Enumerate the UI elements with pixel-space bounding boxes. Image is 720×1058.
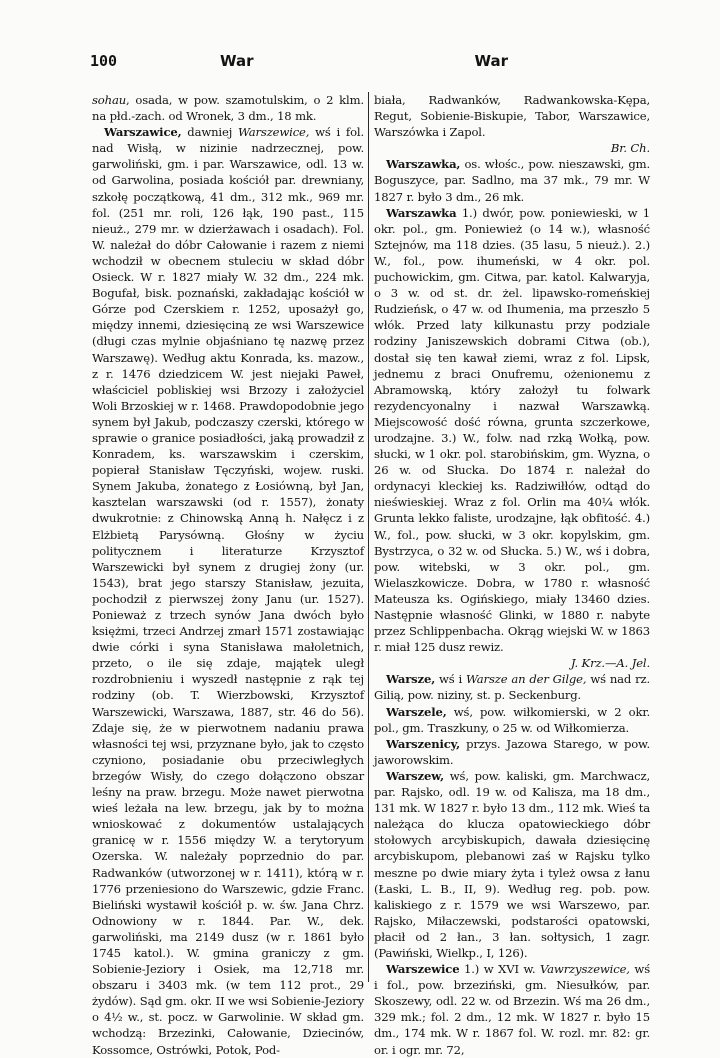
- left-running-head: War: [220, 52, 254, 70]
- entry-italic-name: Warsze an der Gilge,: [466, 672, 587, 687]
- author-signature: Br. Ch.: [610, 141, 650, 156]
- left-text-column: [92, 92, 364, 1057]
- entry-text: os. włośc., pow. nieszawski, gm. Boguszyce, par. Sadlno, ma 37 mk., 79 mr. W 1827 r. było 3 dm., 26 mk.: [374, 157, 650, 204]
- entry-headword: Warszenicy,: [386, 736, 461, 751]
- right-text-column: [374, 92, 651, 1057]
- entry-text: dawniej: [181, 125, 238, 140]
- entry-paragraph: [92, 92, 364, 124]
- entry-text: 1.) dwór, pow. poniewieski, w 1 okr. pol., gm. Poniewież (o 14 w.), własność Sztejnów, ma 118 dzies. (35 lasu, 5 nieuż.). 2.) W., fol., pow. ihumeński, w 4 okr. pol. puchowickim, gm. Citwa, par. katol. Kalwaryja, o 3 w. od st. dr. żel. lipawsko-romeńskiej Rudzieńsk, o 47 w. od Ihumenia, ma przeszło 5 włók. Przed laty kilkunastu przy podziale rodziny Janiszewskich dobrami Citwa (ob.), dostał się ten kawał ziemi, wraz z fol. Lipsk, jednemu z braci Onufremu, ożenionemu z Abramowską, który założył tu folwark rezydencyonalny i nazwał Warszawką. Miejscowość dość równa, grunta szczerkowe, urodzajne. 3.) W., folw. nad rzką Wołką, pow. słucki, w 1 okr. pol. starobińskim, gm. Wyzna, o 26 w. od Słucka. Do 1874 r. należał do ordynacyi kleckiej ks. Radziwiłłów, odtąd do nieświeskiej. Wraz z fol. Orlin ma 40¼ włók. Grunta lekko faliste, urodzajne, łąk obfitość. 4.) W., fol., pow. słucki, w 3 okr. kopylskim, gm. Bystrzyca, o 32 w. od Słucka. 5.) W., wś i dobra, pow. witebski, w 3 okr. pol., gm. Wielaszkowicze. Dobra, w 1780 r. własność Mateusza ks. Ogińskiego, miały 13460 dzies. Następnie własność Glinki, w 1880 r. nabyte przez Schlippenbacha. Okrąg wiejski W. w 1863 r. miał 125 dusz rewiz.: [374, 205, 650, 655]
- right-running-head: War: [474, 52, 508, 70]
- column-divider: [368, 92, 369, 982]
- entry-headword: Warszawka: [386, 205, 457, 220]
- page-number: 100: [90, 52, 118, 70]
- entry-headword: Warszawka,: [386, 157, 461, 172]
- entry-headword: Warszele,: [386, 704, 447, 719]
- entry-text: wś, pow. kaliski, gm. Marchwacz, par. Rajsko, odl. 19 w. od Kalisza, ma 18 dm., 131 mk. W 1827 r. było 13 dm., 112 mk. Wieś ta należąca do klucza opatowieckiego dóbr stołowych arcybiskupich, dawała dziesięcinę arcybiskupom, plebanowi zaś w Rajsku tylko meszne po dwie miary żyta i tyleż owsa z łanu (Łaski, L. B., II, 9). Według reg. pob. pow. kaliskiego z r. 1579 we wsi Warszewo, par. Rajsko, Miłaczewski, podstarości opatowski, płacił od 2 łan., 3 łan. sołtysich, 1 zagr. (Pawiński, Wielkp., I, 126).: [374, 768, 650, 960]
- entry-text: biała, Radwanków, Radwankowska-Kępa, Regut, Sobienie-Biskupie, Tabor, Warszawice, Warszówka i Zapol.: [374, 93, 650, 140]
- entry-headword: Warszewice: [386, 962, 460, 977]
- entry-text-continued: wś i fol., pow. brzeziński, gm. Niesułków, par. Skoszewy, odl. 22 w. od Brzezin. Wś ma 26 dm., 329 mk.; fol. 2 dm., 12 mk. W 1827 r. było 15 dm., 174 mk. W r. 1867 fol. W. rozl. mr. 82: gr. or. i ogr. mr. 72,: [374, 962, 651, 1057]
- entry-text: wś, pow. wiłkomierski, w 2 okr. pol., gm. Traszkuny, o 25 w. od Wiłkomierza.: [374, 704, 650, 735]
- entry-text: , osada, w pow. szamotulskim, o 2 klm. na płd.-zach. od Wronek, 3 dm., 18 mk.: [92, 93, 364, 124]
- entry-paragraph: [374, 92, 650, 156]
- entry-paragraph: [92, 124, 364, 1057]
- entry-paragraph: [374, 736, 650, 768]
- entry-text: przys. Jazowa Starego, w pow. jaworowskim.: [374, 736, 650, 767]
- entry-text: wś i: [435, 672, 467, 687]
- entry-paragraph: [374, 704, 650, 736]
- entry-paragraph: [374, 768, 650, 961]
- author-signature: J. Krz.—A. Jel.: [570, 656, 650, 671]
- entry-italic-name: Vawrzyszewice,: [540, 962, 630, 977]
- entry-paragraph: [374, 205, 650, 672]
- page-header: [88, 52, 668, 82]
- entry-fragment-italic: sohau: [92, 93, 127, 107]
- entry-text: 1.) w XVI w.: [459, 962, 540, 977]
- entry-paragraph: [374, 961, 650, 1058]
- entry-headword: Warsze,: [386, 672, 436, 687]
- entry-paragraph: [374, 156, 650, 204]
- entry-italic-name: Warszewice,: [237, 125, 310, 140]
- entry-text-continued: wś i fol. nad Wisłą, w nizinie nadrzecznej, pow. garwoliński, gm. i par. Warszawice, odl. 13 w. od Garwolina, posiada kościół par. drewniany, szkołę początkową, 41 dm., 312 mk., 969 mr. fol. (251 mr. roli, 126 łąk, 190 past., 115 nieuż., 279 mr. w dzierżawach i osadach). Fol. W. należał do dóbr Całowanie i razem z niemi wchodził w obecnem stuleciu w skład dóbr Osieck. W r. 1827 miały W. 32 dm., 224 mk. Bogufał, bisk. poznański, zakładając kościół w Górze pod Czerskiem r. 1252, uposażył go, między innemi, dziesięciną ze wsi Warszewice (długi czas mylnie objaśniano tę nazwę przez Warszawę). Według aktu Konrada, ks. mazow., z r. 1476 dziedzicem W. jest niejaki Paweł, właściciel pobliskiej wsi Brzozy i założyciel Woli Brzoskiej w r. 1468. Prawdopodobnie jego synem był Jakub, podczaszy czerski, którego w sprawie o granice posiadłości, jaką prowadził z Konradem, ks. warszawskim i czerskim, popierał Stanisław Tęczyński, wojew. ruski. Synem Jakuba, żonatego z Łosiówną, był Jan, kasztelan warszawski (od r. 1557), żonaty dwukrotnie: z Chinowską Anną h. Nałęcz i z Elżbietą Parysówną. Głośny w życiu politycznem i literaturze Krzysztof Warszewicki był synem z drugiej żony (ur. 1543), brat jego starszy Stanisław, jezuita, pochodził z pierwszej żony Janu (ur. 1527). Ponieważ z trzech synów Jana dwóch było księżmi, trzeci Andrzej zmarł 1571 zostawiając dwie córki i syna Stanisława małoletnich, przeto, o ile się zdaje, majątek uległ rozdrobnieniu i wyszedł następnie z rąk tej rodziny (ob. T. Wierzbowski, Krzysztof Warszewicki, Warszawa, 1887, str. 46 do 56). Zdaje się, że w pierwotnem nadaniu prawa własności tej wsi, przyznane było, jak to często czyniono, posiadanie obu przeciwległych brzegów Wisły, do czego dołączono obszar leśny na praw. brzegu. Może nawet pierwotna wieś leżała na lew. brzegu, jak by to można wnioskować z dokumentów ustalających granicę w r. 1556 między W. a terytoryum Ozerska. W. należały poprzednio do par. Radwanków (utworzonej w r. 1411), którą w r. 1776 przeniesiono do Warszewic, gdzie Franc. Bieliński wystawił kościół p. w. św. Jana Chrz. Odnowiony w r. 1844. Par. W., dek. garwoliński, ma 2149 dusz (w r. 1861 było 1745 katol.). W. gmina graniczy z gm. Sobienie-Jeziory i Osiek, ma 12,718 mr. obszaru i 3403 mk. (w tem 112 prot., 29 żydów). Sąd gm. okr. II we wsi Sobienie-Jeziory o 4½ w., st. pocz. w Garwolinie. W skład gm. wchodzą: Brzezinki, Całowanie, Dziecinów, Kossomce, Ostrówki, Potok, Pod-: [92, 125, 364, 1057]
- entry-headword: Warszawice,: [104, 125, 182, 140]
- entry-text-continued: wś nad rz. Gilią, pow. niziny, st. p. Seckenburg.: [374, 672, 650, 703]
- entry-paragraph: [374, 671, 650, 703]
- entry-headword: Warszew,: [386, 768, 444, 783]
